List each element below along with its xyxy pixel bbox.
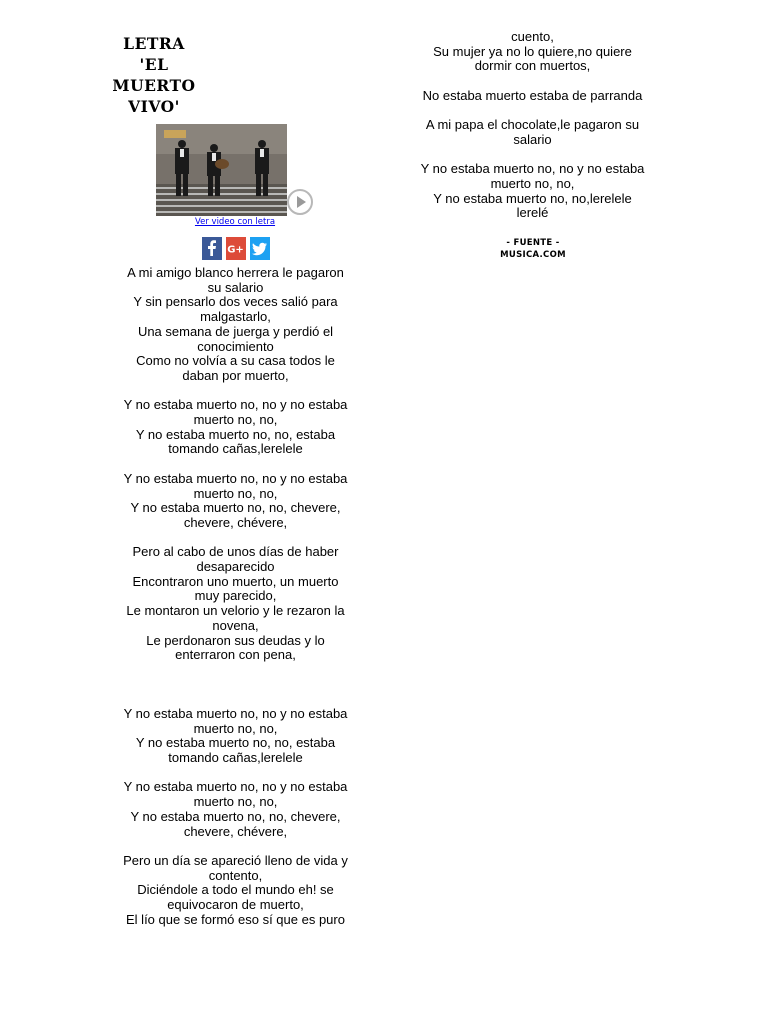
twitter-icon <box>250 237 270 260</box>
play-icon <box>289 191 311 213</box>
lyrics-stanza: Y no estaba muerto no, no y no estaba muerto no, no, Y no estaba muerto no, no,lerelele lerelé <box>420 161 645 221</box>
video-with-lyrics-link[interactable]: Ver video con letra <box>194 217 276 227</box>
lyrics-stanza: cuento, Su mujer ya no lo quiere,no quiere dormir con muertos, <box>433 29 632 74</box>
lyrics-stanza: No estaba muerto estaba de parranda <box>422 87 643 103</box>
svg-text:G+: G+ <box>227 244 244 256</box>
lyrics-stanza: Y no estaba muerto no, no y no estaba muerto no, no, Y no estaba muerto no, no, estaba tomando cañas,lerelele <box>123 397 348 457</box>
lyrics-stanza: A mi amigo blanco herrera le pagaron su salario Y sin pensarlo dos veces salió para malgastarlo, Una semana de juerga y perdió el conocimiento Como no volvía a su casa todos le daban por muerto, <box>127 265 344 383</box>
video-thumbnail[interactable] <box>156 124 287 216</box>
lyrics-stanza: Pero un día se apareció lleno de vida y contento, Diciéndole a todo el mundo eh! se equivocaron de muerto, El lío que se formó eso sí que es puro <box>123 852 348 927</box>
video-thumbnail-image <box>156 124 287 216</box>
google-plus-share-button[interactable] <box>226 237 246 260</box>
lyrics-stanza: Y no estaba muerto no, no y no estaba muerto no, no, Y no estaba muerto no, no, chevere, chevere, chévere, <box>123 470 348 530</box>
lyrics-stanza: Y no estaba muerto no, no y no estaba muerto no, no, Y no estaba muerto no, no, chevere, chevere, chévere, <box>123 779 348 839</box>
lyrics-column-right <box>410 30 655 221</box>
twitter-share-button[interactable] <box>250 237 270 260</box>
lyrics-stanza: Pero al cabo de unos días de haber desaparecido Encontraron uno muerto, un muerto muy parecido, Le montaron un velorio y le rezaron la novena, Le perdonaron sus deudas y lo enterraron con pena, <box>126 544 345 663</box>
lyrics-stanza: Y no estaba muerto no, no y no estaba muerto no, no, Y no estaba muerto no, no, estaba tomando cañas,lerelele <box>123 705 348 766</box>
facebook-share-button[interactable] <box>202 237 222 260</box>
lyrics-column-left <box>113 266 358 927</box>
google-plus-icon <box>226 237 246 260</box>
facebook-icon <box>202 237 222 260</box>
song-title: LETRA 'EL MUERTO VIVO' <box>112 34 196 116</box>
play-button[interactable] <box>287 189 313 215</box>
source-credit: - FUENTE - MUSICA.COM <box>500 238 566 260</box>
lyrics-stanza: A mi papa el chocolate,le pagaron su salario <box>425 117 640 147</box>
